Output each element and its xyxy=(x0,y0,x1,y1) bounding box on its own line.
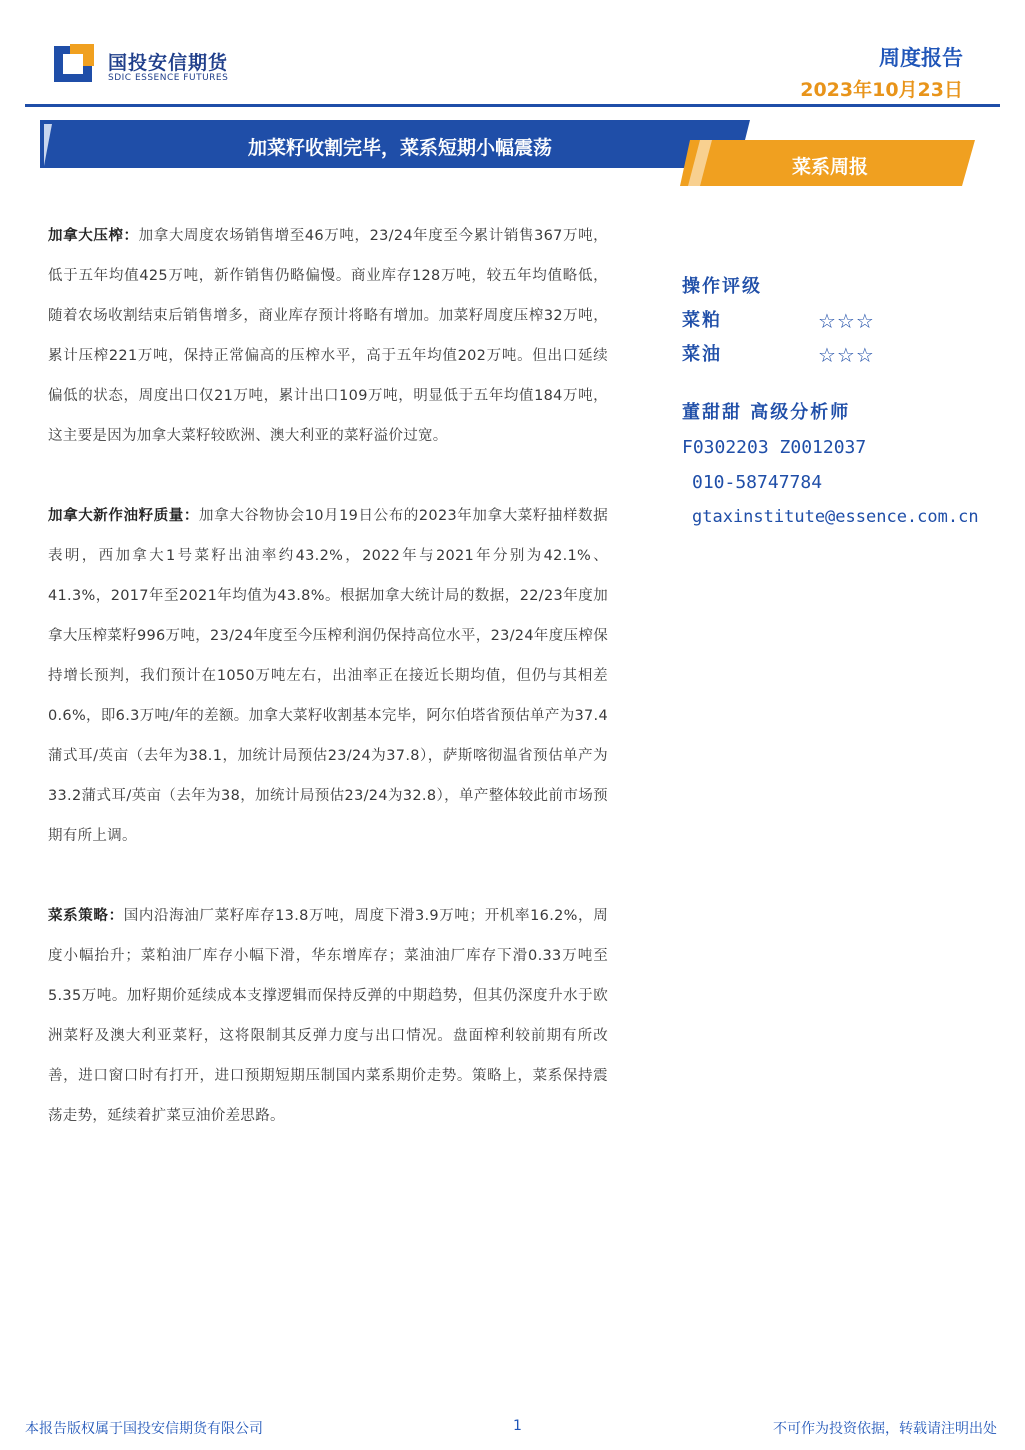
report-headline: 加菜籽收割完毕，菜系短期小幅震荡 xyxy=(247,137,552,159)
report-type: 周度报告 xyxy=(879,46,963,70)
analyst-license: F0302203 Z0012037 xyxy=(682,437,867,458)
company-logo xyxy=(52,42,272,92)
footer-copyright: 本报告版权属于国投安信期货有限公司 xyxy=(25,1421,263,1437)
paragraph-heading: 加拿大压榨： xyxy=(48,228,139,244)
paragraph-heading: 菜系策略： xyxy=(48,908,124,924)
logo-chinese-name: 国投安信期货 xyxy=(108,52,229,74)
footer-disclaimer: 不可作为投资依据，转载请注明出处 xyxy=(773,1421,997,1437)
analyst-name: 董甜甜 高级分析师 xyxy=(682,402,851,423)
paragraph-canada-crush xyxy=(48,216,608,456)
report-date: 2023年10月23日 xyxy=(800,79,963,101)
report-body xyxy=(48,216,608,1176)
paragraph-heading: 加拿大新作油籽质量： xyxy=(48,508,199,524)
analyst-email[interactable]: gtaxinstitute@essence.com.cn xyxy=(692,507,979,527)
paragraph-rapeseed-strategy xyxy=(48,896,608,1136)
logo-mark-icon xyxy=(52,42,96,86)
star-rating-icon: ☆☆☆ xyxy=(818,343,875,367)
rating-label: 菜粕 xyxy=(682,310,722,331)
analyst-phone: 010-58747784 xyxy=(692,472,823,493)
report-category-tag: 菜系周报 xyxy=(791,156,868,178)
rating-row-meal xyxy=(682,304,1012,338)
paragraph-text: 加拿大谷物协会10月19日公布的2023年加拿大菜籽抽样数据表明，西加拿大1号菜籽出油率约43.2%，2022年与2021年分别为42.1%、41.3%，2017年至2021年均值为43.8%。根据加拿大统计局的数据，22/23年度加拿大压榨菜籽996万吨，23/24年度至今压榨利润仍保持高位水平，23/24年度压榨保持增长预判，我们预计在1050万吨左右，出油率正在接近长期均值，但仍与其相差0.6%，即6.3万吨/年的差额。加拿大菜籽收割基本完毕，阿尔伯塔省预估单产为37.4蒲式耳/英亩（去年为38.1，加统计局预估23/24为37.8），萨斯喀彻温省预估单产为33.2蒲式耳/英亩（去年为38，加统计局预估23/24为32.8），单产整体较此前市场预期有所上调。 xyxy=(48,508,608,844)
sidebar xyxy=(682,270,1012,535)
rating-row-oil xyxy=(682,338,1012,372)
paragraph-canada-oilseed-quality xyxy=(48,496,608,856)
star-rating-icon: ☆☆☆ xyxy=(818,309,875,333)
logo-english-name: SDIC ESSENCE FUTURES xyxy=(108,73,229,83)
paragraph-text: 加拿大周度农场销售增至46万吨，23/24年度至今累计销售367万吨，低于五年均值425万吨，新作销售仍略偏慢。商业库存128万吨，较五年均值略低，随着农场收割结束后销售增多，商业库存预计将略有增加。加菜籽周度压榨32万吨，累计压榨221万吨，保持正常偏高的压榨水平，高于五年均值202万吨。但出口延续偏低的状态，周度出口仅21万吨，累计出口109万吨，明显低于五年均值184万吨，这主要是因为加拿大菜籽较欧洲、澳大利亚的菜籽溢价过宽。 xyxy=(48,228,608,444)
paragraph-text: 国内沿海油厂菜籽库存13.8万吨，周度下滑3.9万吨；开机率16.2%，周度小幅抬升；菜粕油厂库存小幅下滑，华东增库存；菜油油厂库存下滑0.33万吨至5.35万吨。加籽期价延续成本支撑逻辑而保持反弹的中期趋势，但其仍深度升水于欧洲菜籽及澳大利亚菜籽，这将限制其反弹力度与出口情况。盘面榨利较前期有所改善，进口窗口时有打开，进口预期短期压制国内菜系期价走势。策略上，菜系保持震荡走势，延续着扩菜豆油价差思路。 xyxy=(48,908,608,1124)
page-number: 1 xyxy=(513,1418,522,1434)
header-divider xyxy=(25,104,1000,107)
rating-label: 菜油 xyxy=(682,344,722,365)
rating-title: 操作评级 xyxy=(682,276,762,297)
